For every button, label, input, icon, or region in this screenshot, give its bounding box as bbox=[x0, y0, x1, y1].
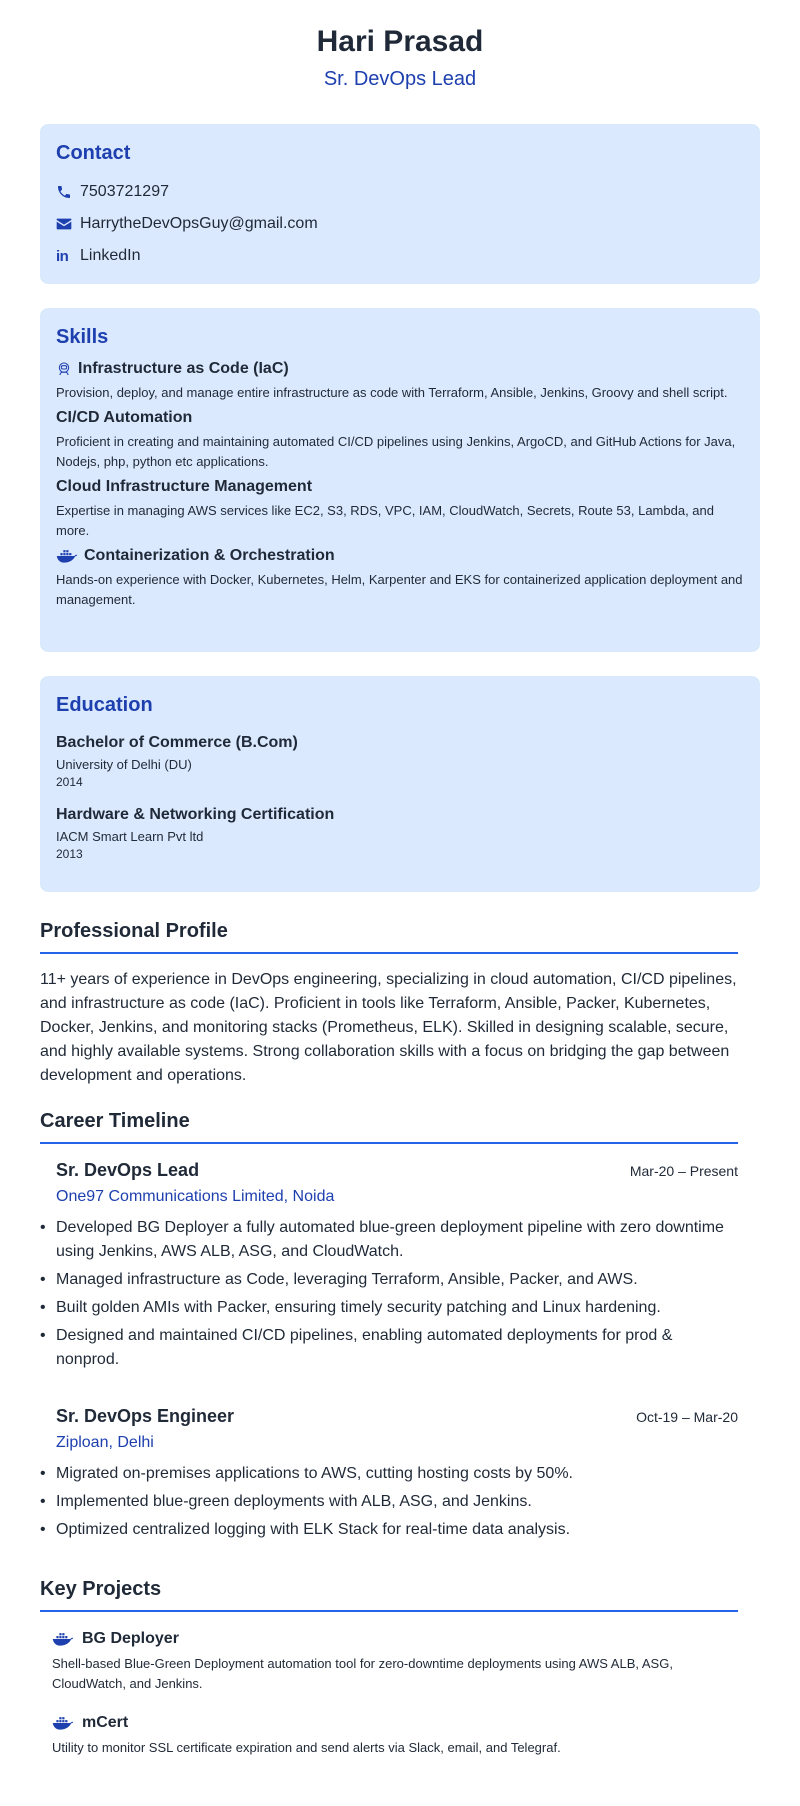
skill-item bbox=[56, 545, 744, 610]
job-bullets bbox=[56, 1462, 738, 1542]
skill-desc: Provision, deploy, and manage entire infrastructure as code with Terraform, Ansible, Jenkins, Groovy and shell script. bbox=[56, 385, 728, 400]
job-bullet: • Built golden AMIs with Packer, ensuring timely security patching and Linux hardening. bbox=[56, 1296, 738, 1320]
job-company: Ziploan, Delhi bbox=[56, 1434, 154, 1451]
contact-email[interactable]: HarrytheDevOpsGuy@gmail.com bbox=[80, 215, 318, 232]
docker-icon bbox=[52, 1631, 74, 1647]
job-date: Mar-20 – Present bbox=[629, 1163, 738, 1179]
education-degree: Bachelor of Commerce (B.Com) bbox=[56, 734, 298, 751]
job-bullet: • Implemented blue-green deployments with ALB, ASG, and Jenkins. bbox=[56, 1490, 738, 1514]
education-item bbox=[56, 732, 744, 790]
skill-name: CI/CD Automation bbox=[56, 409, 193, 426]
timeline-title: Career Timeline bbox=[40, 1108, 738, 1144]
envelope-icon bbox=[56, 217, 80, 231]
education-school: IACM Smart Learn Pvt ltd bbox=[56, 829, 204, 844]
profile-title: Professional Profile bbox=[40, 918, 738, 954]
skill-item bbox=[56, 407, 744, 472]
phone-icon bbox=[56, 184, 80, 200]
contact-linkedin-row bbox=[56, 240, 744, 272]
project-name: BG Deployer bbox=[82, 1630, 179, 1647]
contact-email-row bbox=[56, 208, 744, 240]
job-bullet: • Designed and maintained CI/CD pipelines, enabling automated deployments for prod & nonprod. bbox=[56, 1324, 738, 1372]
docker-icon bbox=[52, 1715, 74, 1731]
education-item bbox=[56, 804, 744, 862]
skill-name: Infrastructure as Code (IaC) bbox=[78, 360, 289, 377]
skill-name: Containerization & Orchestration bbox=[84, 547, 335, 564]
astronaut-icon bbox=[56, 361, 72, 377]
skill-desc: Expertise in managing AWS services like EC2, S3, RDS, VPC, IAM, CloudWatch, Secrets, Route 53, Lambda, and more. bbox=[56, 503, 714, 538]
contact-card bbox=[40, 124, 760, 284]
person-name: Hari Prasad bbox=[316, 25, 484, 58]
education-title: Education bbox=[56, 694, 153, 716]
education-school: University of Delhi (DU) bbox=[56, 757, 192, 772]
skills-card bbox=[40, 308, 760, 652]
job-bullet: • Optimized centralized logging with ELK Stack for real-time data analysis. bbox=[56, 1518, 738, 1542]
profile-text: 11+ years of experience in DevOps engineering, specializing in cloud automation, CI/CD pipelines, and infrastructure as code (IaC). Proficient in tools like Terraform, Ansible, Packer, Kubernetes, Docker, Jenkins, and monitoring stacks (Prometheus, ELK). Skilled in designing scalable, secure, and highly available systems. Strong collaboration skills with a focus on bridging the gap between development and operations. bbox=[40, 971, 737, 1084]
skill-desc: Proficient in creating and maintaining automated CI/CD pipelines using Jenkins, ArgoCD, and GitHub Actions for Java, Nodejs, php, python etc applications. bbox=[56, 434, 736, 469]
job-bullet: • Developed BG Deployer a fully automated blue-green deployment pipeline with zero downtime using Jenkins, AWS ALB, ASG, and CloudWatch. bbox=[56, 1216, 738, 1264]
contact-linkedin-link[interactable]: LinkedIn bbox=[80, 247, 141, 264]
resume-header bbox=[0, 0, 800, 92]
job-bullet: • Managed infrastructure as Code, leveraging Terraform, Ansible, Packer, and AWS. bbox=[56, 1268, 738, 1292]
skills-list bbox=[56, 358, 744, 610]
skill-item bbox=[56, 358, 744, 403]
education-year: 2013 bbox=[56, 847, 83, 861]
job-title: Sr. DevOps Lead bbox=[56, 1160, 200, 1180]
job-title: Sr. DevOps Engineer bbox=[56, 1406, 235, 1426]
job-bullet: • Migrated on-premises applications to AWS, cutting hosting costs by 50%. bbox=[56, 1462, 738, 1486]
contact-phone[interactable]: 7503721297 bbox=[80, 183, 169, 200]
skills-title: Skills bbox=[56, 326, 109, 348]
contact-title: Contact bbox=[56, 142, 131, 164]
skill-desc: Hands-on experience with Docker, Kubernetes, Helm, Karpenter and EKS for containerized application deployment and management. bbox=[56, 572, 743, 607]
project-desc: Shell-based Blue-Green Deployment automation tool for zero-downtime deployments using AWS ALB, ASG, CloudWatch, and Jenkins. bbox=[52, 1656, 673, 1691]
education-card bbox=[40, 676, 760, 892]
job-date: Oct-19 – Mar-20 bbox=[636, 1409, 738, 1425]
skill-item bbox=[56, 476, 744, 541]
key-projects-section bbox=[40, 1576, 738, 1758]
career-timeline-section bbox=[40, 1108, 738, 1546]
job-entry bbox=[40, 1158, 738, 1372]
education-year: 2014 bbox=[56, 775, 83, 789]
project-desc: Utility to monitor SSL certificate expiration and send alerts via Slack, email, and Telegraf. bbox=[52, 1740, 561, 1755]
contact-list bbox=[56, 176, 744, 272]
projects-title: Key Projects bbox=[40, 1576, 738, 1612]
job-entry bbox=[40, 1404, 738, 1542]
project-name: mCert bbox=[82, 1714, 129, 1731]
profile-section bbox=[40, 918, 738, 1088]
project-item bbox=[40, 1628, 738, 1694]
education-degree: Hardware & Networking Certification bbox=[56, 806, 335, 823]
contact-phone-row bbox=[56, 176, 744, 208]
docker-icon bbox=[56, 548, 78, 564]
person-role: Sr. DevOps Lead bbox=[323, 68, 477, 90]
skill-name: Cloud Infrastructure Management bbox=[56, 478, 313, 495]
linkedin-icon: in bbox=[56, 247, 69, 265]
job-company: One97 Communications Limited, Noida bbox=[56, 1188, 335, 1205]
project-item bbox=[40, 1712, 738, 1758]
job-bullets bbox=[56, 1216, 738, 1372]
